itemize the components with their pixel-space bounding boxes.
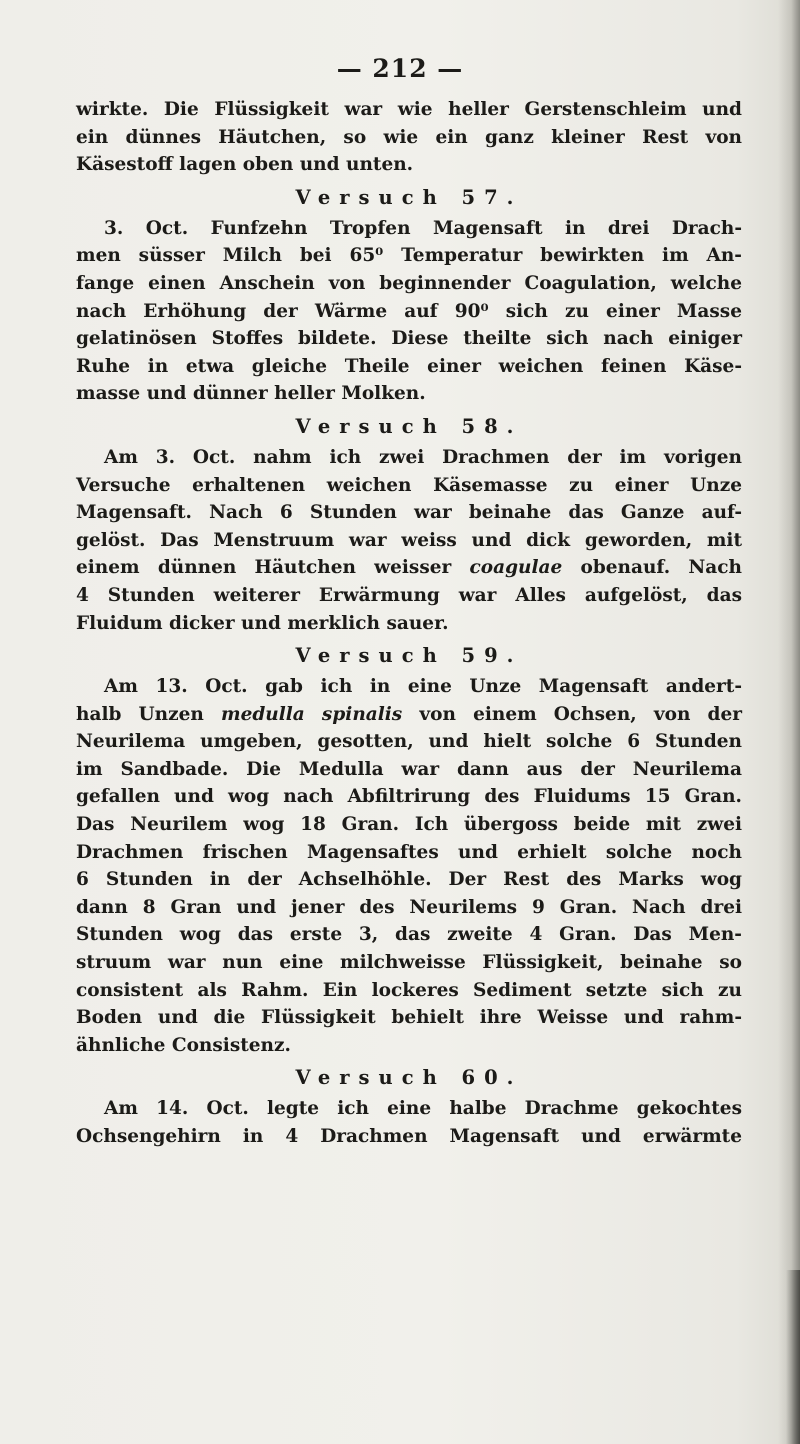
text-line: ein dünnes Häutchen, so wie ein ganz kleiner Rest von bbox=[76, 126, 742, 148]
text-line: Das Neurilem wog 18 Gran. Ich übergoss beide mit zwei bbox=[76, 814, 742, 836]
text-line: consistent als Rahm. Ein lockeres Sediment setzte sich zu bbox=[76, 979, 742, 1001]
text-line: Boden und die Flüssigkeit behielt ihre Weisse und rahm- bbox=[76, 1007, 742, 1029]
text-line: ähnliche Consistenz. bbox=[76, 1034, 291, 1056]
text-line: Magensaft. Nach 6 Stunden war beinahe das Ganze auf- bbox=[76, 502, 742, 524]
text-line: Neurilema umgeben, gesotten, und hielt solche 6 Stunden bbox=[76, 731, 742, 753]
text-line bbox=[76, 701, 742, 729]
text-fragment: von einem Ochsen, von der bbox=[402, 703, 742, 725]
text-fragment: halb Unzen bbox=[76, 703, 222, 725]
text-line: Ruhe in etwa gleiche Theile einer weichen feinen Käse- bbox=[76, 355, 742, 377]
page-edge-shadow bbox=[778, 0, 800, 1444]
text-line: wirkte. Die Flüssigkeit war wie heller Gerstenschleim und bbox=[76, 99, 742, 120]
text-line: Versuche erhaltenen weichen Käsemasse zu einer Unze bbox=[76, 474, 742, 496]
text-line: fange einen Anschein von beginnender Coagulation, welche bbox=[76, 272, 742, 294]
text-line: Fluidum dicker und merklich sauer. bbox=[76, 612, 449, 634]
text-line: nach Erhöhung der Wärme auf 90⁰ sich zu einer Masse bbox=[76, 300, 742, 322]
text-line: Stunden wog das erste 3, das zweite 4 Gran. Das Men- bbox=[76, 924, 742, 946]
text-line: gelöst. Das Menstruum war weiss und dick geworden, mit bbox=[76, 529, 742, 551]
text-line: im Sandbade. Die Medulla war dann aus der Neurilema bbox=[76, 758, 742, 780]
text-line: Ochsengehirn in 4 Drachmen Magensaft und erwärmte bbox=[76, 1126, 742, 1147]
body-text bbox=[76, 96, 742, 1151]
text-line: masse und dünner heller Molken. bbox=[76, 383, 426, 405]
text-fragment: obenauf. Nach bbox=[562, 557, 742, 579]
text-line: 3. Oct. Funfzehn Tropfen Magensaft in drei Drach- bbox=[104, 217, 742, 239]
text-line: 4 Stunden weiterer Erwärmung war Alles aufgelöst, das bbox=[76, 584, 742, 606]
text-line: gefallen und wog nach Abfiltrirung des Fluidums 15 Gran. bbox=[76, 786, 742, 808]
text-line bbox=[76, 554, 742, 582]
section-heading-58: Versuch 58. bbox=[295, 414, 523, 438]
text-line: Käsestoff lagen oben und unten. bbox=[76, 154, 414, 176]
text-line: 6 Stunden in der Achselhöhle. Der Rest des Marks wog bbox=[76, 869, 742, 891]
text-line: Am 14. Oct. legte ich eine halbe Drachme gekochtes bbox=[104, 1098, 742, 1120]
text-line: Am 3. Oct. nahm ich zwei Drachmen der im vorigen bbox=[104, 446, 742, 468]
page-edge-dark bbox=[786, 1270, 800, 1444]
section-heading-60: Versuch 60. bbox=[295, 1066, 523, 1090]
text-line: Drachmen frischen Magensaftes und erhielt solche noch bbox=[76, 841, 742, 863]
text-line: dann 8 Gran und jener des Neurilems 9 Gran. Nach drei bbox=[76, 896, 742, 918]
text-line: men süsser Milch bei 65⁰ Temperatur bewirkten im An- bbox=[76, 245, 742, 267]
text-line: gelatinösen Stoffes bildete. Diese theilte sich nach einiger bbox=[76, 328, 742, 350]
section-heading-59: Versuch 59. bbox=[295, 644, 523, 668]
text-line: Am 13. Oct. gab ich in eine Unze Magensaft andert- bbox=[104, 676, 742, 698]
italic-term-medulla-spinalis: medulla spinalis bbox=[221, 703, 403, 725]
italic-term-coagulae: coagulae bbox=[469, 557, 563, 579]
section-heading-57: Versuch 57. bbox=[295, 185, 523, 209]
text-line: struum war nun eine milchweisse Flüssigkeit, beinahe so bbox=[76, 952, 742, 974]
text-fragment: einem dünnen Häutchen weisser bbox=[76, 557, 470, 579]
page-number: — 212 — bbox=[336, 54, 464, 83]
